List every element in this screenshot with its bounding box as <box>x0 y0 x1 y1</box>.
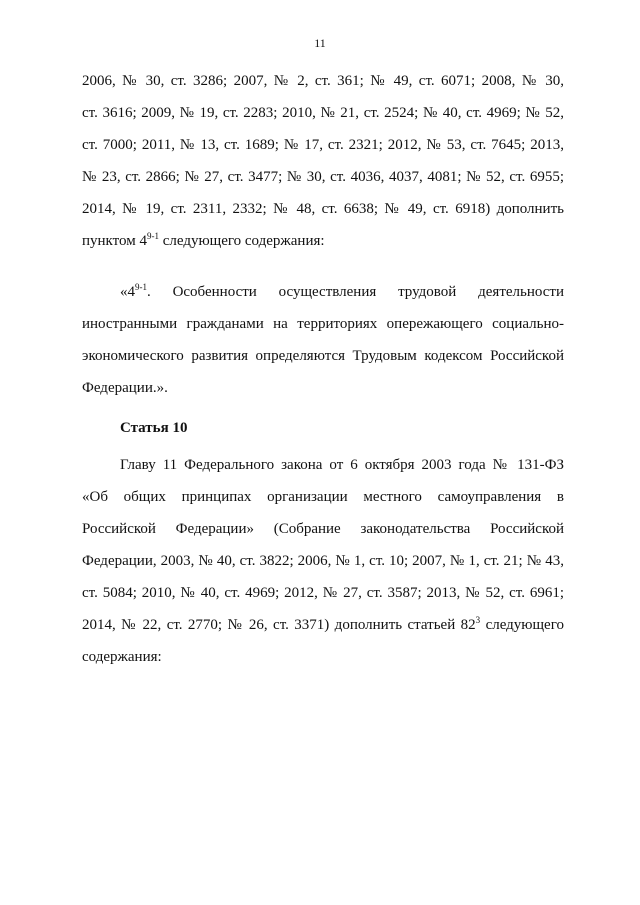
text-fragment: 2014, № 22, ст. 2770; № 26, ст. 3371) дополнить статьей 82 <box>82 617 476 633</box>
text-line: экономического развития определяются Трудовым кодексом Российской <box>82 348 564 364</box>
text-line: № 23, ст. 2866; № 27, ст. 3477; № 30, ст. 4036, 4037, 4081; № 52, ст. 6955; <box>82 169 564 185</box>
text-fragment: пунктом 4 <box>82 233 147 249</box>
text-fragment: «4 <box>120 284 135 300</box>
text-line <box>82 276 564 308</box>
paragraph-amendments-citations <box>82 65 564 257</box>
text-line: 2014, № 19, ст. 2311, 2332; № 48, ст. 6638; № 49, ст. 6918) дополнить <box>82 201 564 217</box>
paragraph-article-10 <box>82 449 564 673</box>
text-line <box>82 225 564 257</box>
text-line: Федерации.». <box>82 380 168 396</box>
text-line: ст. 7000; 2011, № 13, ст. 1689; № 17, ст. 2321; 2012, № 53, ст. 7645; 2013, <box>82 137 564 153</box>
superscript: 9-1 <box>146 231 159 241</box>
text-line: ст. 3616; 2009, № 19, ст. 2283; 2010, № 21, ст. 2524; № 40, ст. 4969; № 52, <box>82 105 564 121</box>
text-fragment: . Особенности осуществления трудовой деятельности <box>147 284 564 300</box>
text-line: Российской Федерации» (Собрание законодательства Российской <box>82 521 564 537</box>
superscript: 9-1 <box>135 282 147 292</box>
text-line: 2006, № 30, ст. 3286; 2007, № 2, ст. 361; № 49, ст. 6071; 2008, № 30, <box>82 73 564 89</box>
text-line: ст. 5084; 2010, № 40, ст. 4969; 2012, № 27, ст. 3587; 2013, № 52, ст. 6961; <box>82 585 564 601</box>
text-line: Главу 11 Федерального закона от 6 октября 2003 года № 131-ФЗ <box>120 457 564 473</box>
text-line: иностранными гражданами на территориях опережающего социально- <box>82 316 564 332</box>
paragraph-new-point <box>82 276 564 404</box>
superscript: 3 <box>475 615 481 625</box>
text-line: Федерации, 2003, № 40, ст. 3822; 2006, № 1, ст. 10; 2007, № 1, ст. 21; № 43, <box>82 553 564 569</box>
text-line: содержания: <box>82 649 162 665</box>
page-number: 11 <box>314 36 326 50</box>
article-heading: Статья 10 <box>120 420 188 436</box>
text-fragment: следующего содержания: <box>158 233 325 249</box>
text-line <box>82 609 564 641</box>
text-line: «Об общих принципах организации местного самоуправления в <box>82 489 564 505</box>
text-fragment: следующего <box>480 617 564 633</box>
